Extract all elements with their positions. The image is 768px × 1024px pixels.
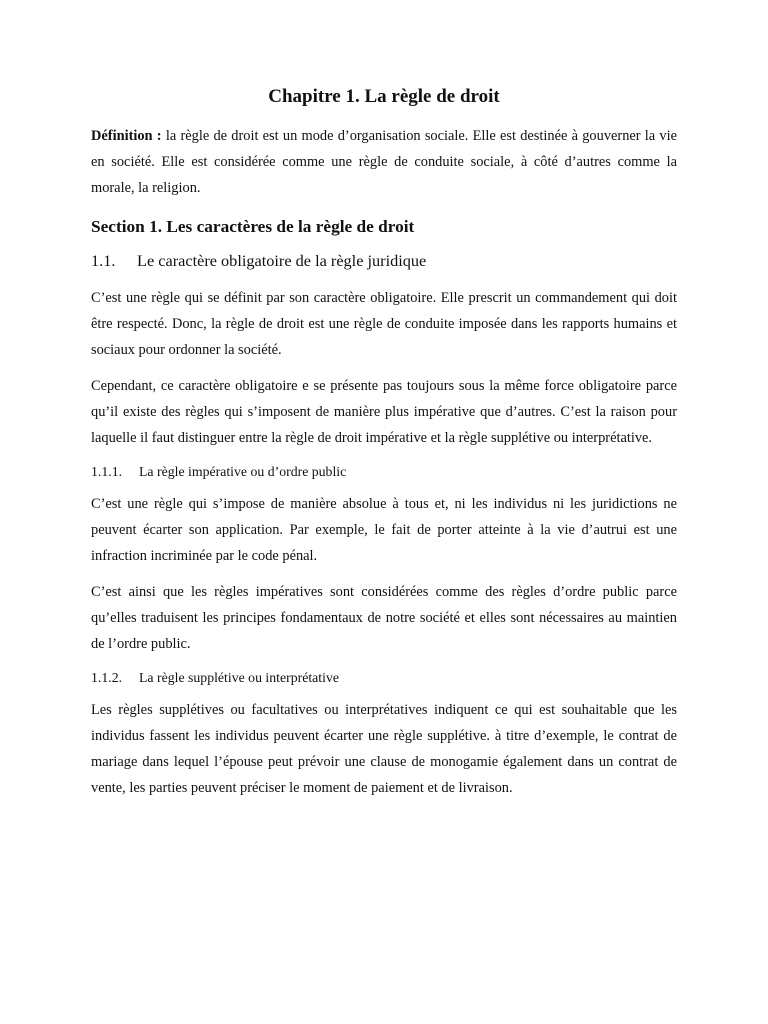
chapter-title: Chapitre 1. La règle de droit xyxy=(268,86,500,107)
subsection-title: La règle impérative ou d’ordre public xyxy=(139,464,347,479)
paragraph-1-1-a: C’est une règle qui se définit par son caractère obligatoire. Elle prescrit un commandement qui doit être respecté. Donc, la règle de droit est une règle de conduite imposée dans les rapports humains et sociaux pour ordonner la société. xyxy=(91,290,677,358)
subsection-heading-1-1-1 xyxy=(91,461,677,483)
paragraph-1-1-1-a: C’est une règle qui s’impose de manière absolue à tous et, ni les individus ni les juridictions ne peuvent écarter son application. Par exemple, le fait de porter atteinte à la vie d’autrui est une infraction incriminée par le code pénal. xyxy=(91,496,677,564)
paragraph-1-1-1-b: C’est ainsi que les règles impératives sont considérées comme des règles d’ordre public parce qu’elles traduisent les principes fondamentaux de notre société et elles sont nécessaires au maintien de l’ordre public. xyxy=(91,584,677,652)
subsection-title: La règle supplétive ou interprétative xyxy=(139,670,339,685)
paragraph-1-1-b: Cependant, ce caractère obligatoire e se présente pas toujours sous la même force obligatoire parce qu’il existe des règles qui s’imposent de manière plus impérative que d’autres. C’est la raison pour laquelle il faut distinguer entre la règle de droit impérative et la règle supplétive ou interprétative. xyxy=(91,378,677,446)
section-title: Section 1. Les caractères de la règle de droit xyxy=(91,217,415,236)
definition-paragraph xyxy=(91,123,677,201)
definition-text: la règle de droit est un mode d’organisation sociale. Elle est destinée à gouverner la vie en société. Elle est considérée comme une règle de conduite sociale, à côté d’autres comme la morale, la religion. xyxy=(91,128,678,196)
subsection-number: 1.1.1. xyxy=(91,464,123,479)
paragraph-1-1-2-a: Les règles supplétives ou facultatives ou interprétatives indiquent ce qui est souhaitable que les individus fassent les individus peuvent écarter une règle supplétive. à titre d’exemple, le contrat de mariage dans lequel l’épouse peut prévoir une clause de monogamie également dans un contrat de vente, les parties peuvent préciser le moment de paiement et de livraison. xyxy=(91,702,677,796)
subsection-number: 1.1. xyxy=(91,251,116,270)
subsection-number: 1.1.2. xyxy=(91,670,123,685)
definition-label: Définition : xyxy=(91,128,162,144)
subsection-heading-1-1-2 xyxy=(91,667,677,689)
subsection-heading-1-1 xyxy=(91,249,677,273)
subsection-title: Le caractère obligatoire de la règle juridique xyxy=(137,251,427,270)
document-body xyxy=(91,84,677,801)
